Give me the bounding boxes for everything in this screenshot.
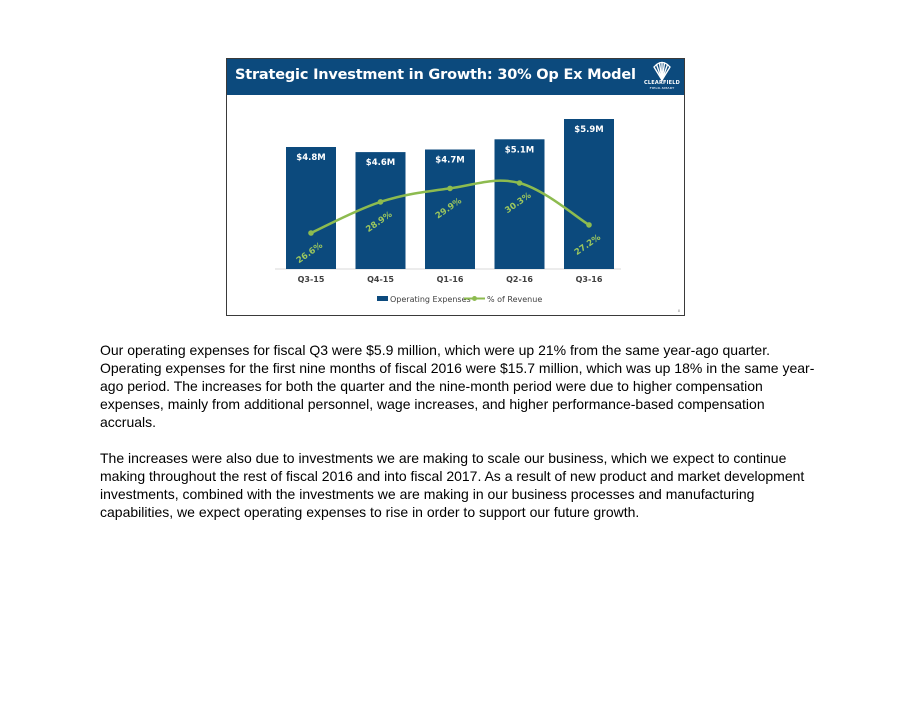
revenue-point-Q3-16 xyxy=(586,222,592,228)
legend-swatch-bar xyxy=(377,296,388,301)
revenue-label-Q1-16: 29.9% xyxy=(433,196,464,222)
revenue-label-Q3-16: 27.2% xyxy=(572,232,603,258)
slide-title: Strategic Investment in Growth: 30% Op Ex Model xyxy=(235,67,636,83)
revenue-point-Q2-16 xyxy=(517,180,523,186)
x-tick-labels xyxy=(298,275,603,284)
legend-label-opex: Operating Expenses xyxy=(390,295,471,304)
slide-number: 8 xyxy=(677,308,680,313)
x-tick-Q2-16: Q2-16 xyxy=(506,275,533,284)
slide xyxy=(226,58,685,316)
bar-Q4-15 xyxy=(356,152,406,269)
logo-name: CLEARFIELD xyxy=(644,80,681,86)
bar-labels xyxy=(296,125,603,168)
legend-label-revenue: % of Revenue xyxy=(487,295,543,304)
body-paragraph-1: Our operating expenses for fiscal Q3 were $5.9 million, which were up 21% from the same year-ago quarter. Operating expenses for the first nine months of fiscal 2016 were $15.7 million, which was up 18% in the same year-ago period. The increases for both the quarter and the nine-month period were due to higher compensation expenses, mainly from additional personnel, wage increases, and higher performance-based compensation accruals. xyxy=(100,342,815,430)
x-tick-Q3-16: Q3-16 xyxy=(575,275,603,284)
bar-label-Q3-16: $5.9M xyxy=(574,125,604,135)
revenue-point-Q4-15 xyxy=(378,199,384,205)
body-text xyxy=(100,341,820,539)
revenue-label-Q4-15: 28.9% xyxy=(364,209,395,235)
body-paragraph-2: The increases were also due to investments we are making to scale our business, which we expect to continue making throughout the rest of fiscal 2016 and into fiscal 2017. As a result of new product and market development investments, combined with the investments we are making in our business processes and manufacturing capabilities, we expect operating expenses to rise in order to support our future growth. xyxy=(100,450,805,520)
legend xyxy=(377,295,542,304)
bar-label-Q3-15: $4.8M xyxy=(296,153,326,163)
x-tick-Q3-15: Q3-15 xyxy=(297,275,325,284)
opex-chart xyxy=(227,59,686,317)
revenue-label-Q3-15: 26.6% xyxy=(294,240,325,266)
x-tick-Q1-16: Q1-16 xyxy=(436,275,464,284)
revenue-point-Q1-16 xyxy=(447,186,453,192)
logo-tagline: FIELD-SMART xyxy=(649,86,675,90)
revenue-point-Q3-15 xyxy=(308,230,314,236)
x-tick-Q4-15: Q4-15 xyxy=(367,275,394,284)
bar-label-Q4-15: $4.6M xyxy=(365,158,396,169)
legend-swatch-marker xyxy=(472,296,477,301)
revenue-label-Q2-16: 30.3% xyxy=(503,190,534,216)
bars xyxy=(286,119,614,269)
bar-label-Q1-16: $4.7M xyxy=(435,155,465,166)
bar-label-Q2-16: $5.1M xyxy=(504,145,535,156)
